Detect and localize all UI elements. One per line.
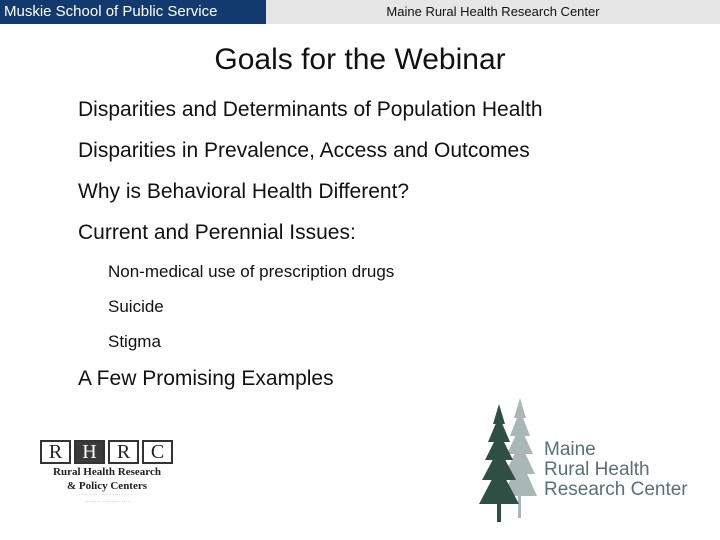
rhrc-letter: H	[74, 440, 105, 464]
bullet-item: Disparities and Determinants of Population Health	[78, 98, 543, 121]
bullet-item: A Few Promising Examples	[78, 367, 334, 390]
mrhrc-logo	[470, 396, 710, 524]
rhrc-letter: R	[40, 440, 71, 464]
rhrc-name-line1: Rural Health Research	[53, 466, 161, 478]
bullet-item: Current and Perennial Issues:	[78, 221, 356, 244]
sub-bullet-item: Non-medical use of prescription drugs	[108, 262, 395, 281]
bullet-list	[78, 96, 698, 406]
mrhrc-line1: Maine	[544, 439, 596, 460]
rhrc-logo	[40, 440, 174, 512]
slide-title: Goals for the Webinar	[214, 43, 506, 76]
slide-header	[0, 0, 720, 24]
pine-trees-icon	[470, 396, 550, 524]
rhrc-letter-boxes	[40, 440, 174, 464]
rhrc-name-line2: & Policy Centers	[66, 480, 148, 492]
rhrc-fine-print: ··· ···· ······ ···· ····· ········ ········· ····	[82, 492, 132, 505]
bullet-item: Why is Behavioral Health Different?	[78, 180, 410, 203]
rhrc-letter: R	[108, 440, 139, 464]
mrhrc-line2: Rural Health	[544, 459, 650, 480]
sub-bullet-item: Stigma	[108, 332, 161, 351]
header-center-name: Maine Rural Health Research Center	[266, 0, 720, 24]
header-organization: Muskie School of Public Service	[0, 0, 266, 24]
bullet-item: Disparities in Prevalence, Access and Outcomes	[78, 139, 530, 162]
sub-bullet-item: Suicide	[108, 297, 164, 316]
mrhrc-line3: Research Center	[544, 479, 688, 500]
mrhrc-wordmark	[544, 440, 688, 500]
rhrc-letter: C	[142, 440, 173, 464]
